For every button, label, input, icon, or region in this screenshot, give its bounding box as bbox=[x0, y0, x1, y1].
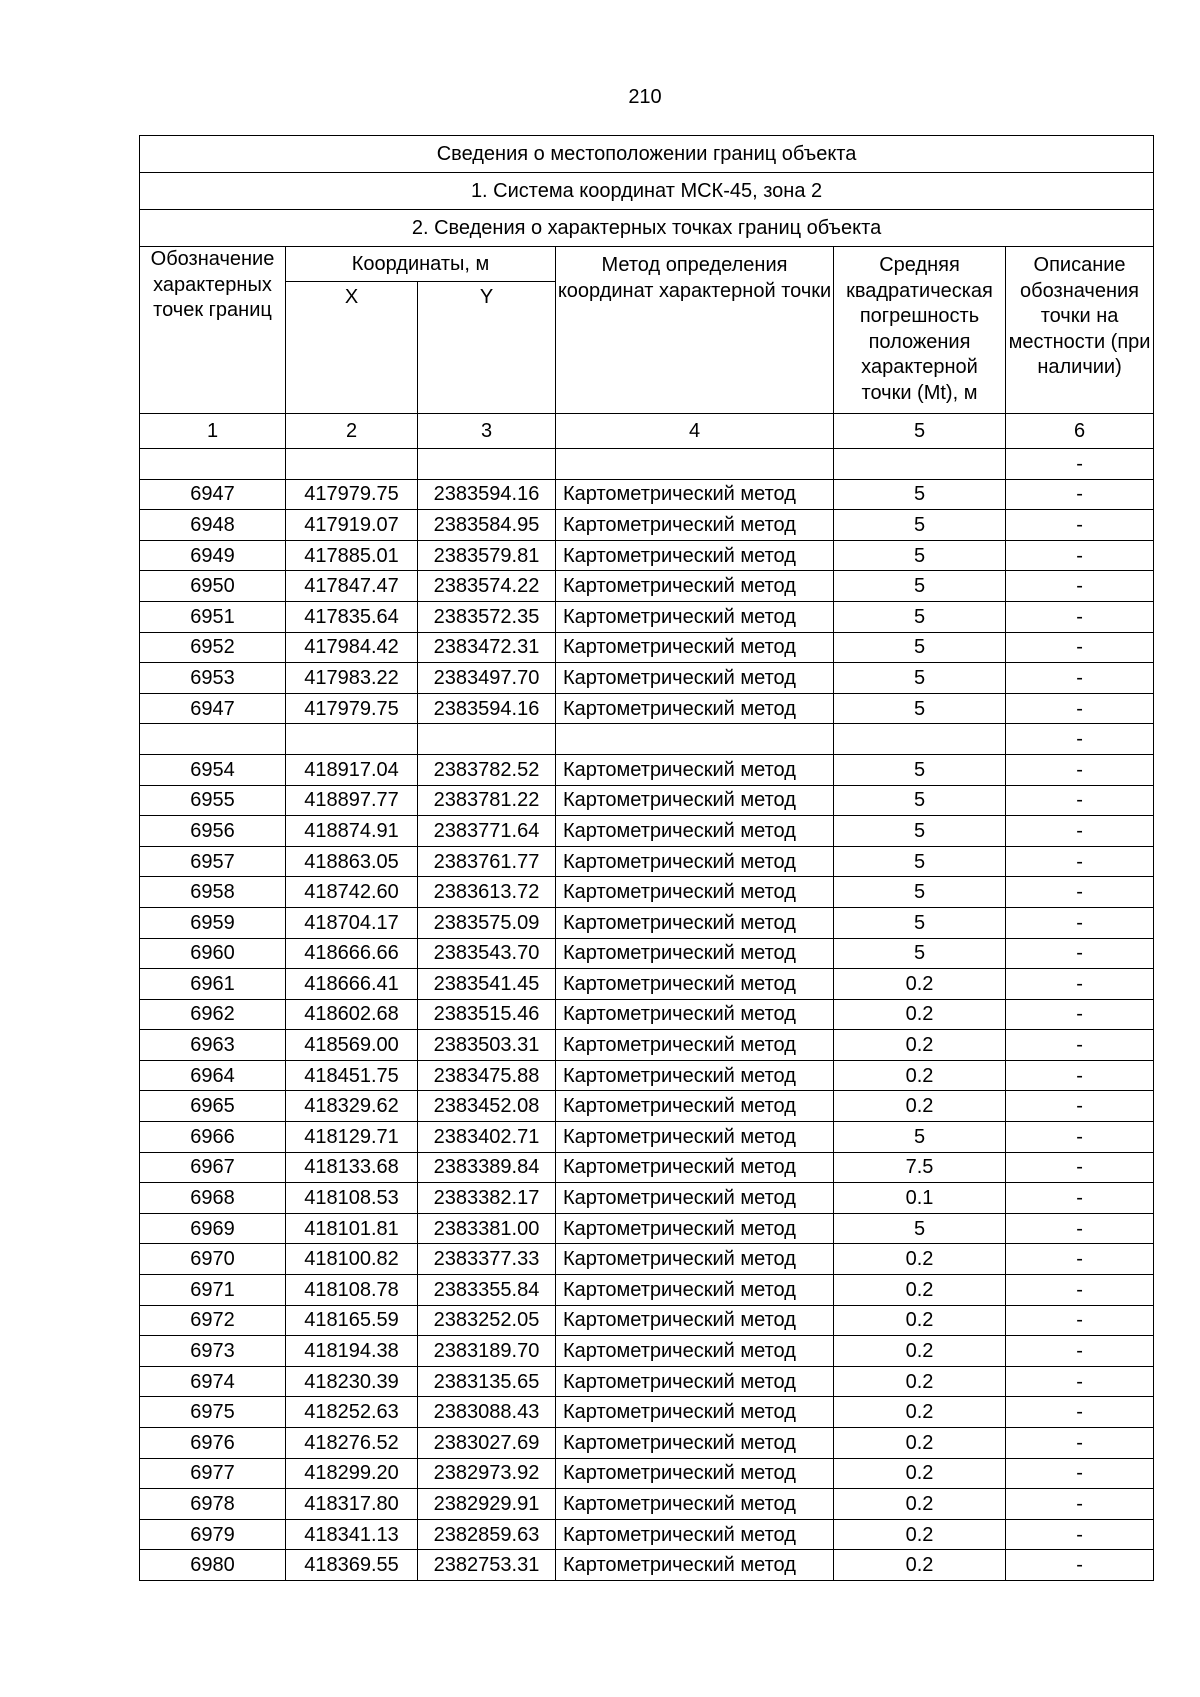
x-coordinate-cell: 417835.64 bbox=[286, 601, 418, 632]
y-coordinate-cell: 2383515.46 bbox=[418, 999, 556, 1030]
error-cell: 5 bbox=[834, 540, 1006, 571]
table-row bbox=[140, 724, 1154, 755]
error-cell: 5 bbox=[834, 846, 1006, 877]
table-title: Сведения о местоположении границ объекта bbox=[140, 136, 1154, 173]
description-cell: - bbox=[1006, 1397, 1154, 1428]
description-cell: - bbox=[1006, 693, 1154, 724]
error-cell: 5 bbox=[834, 663, 1006, 694]
error-cell: 0.2 bbox=[834, 969, 1006, 1000]
table-row bbox=[140, 1336, 1154, 1367]
header-method: Метод определения координат характерной точки bbox=[556, 247, 834, 414]
table-row bbox=[140, 601, 1154, 632]
x-coordinate-cell: 417983.22 bbox=[286, 663, 418, 694]
description-cell: - bbox=[1006, 1458, 1154, 1489]
error-cell: 0.2 bbox=[834, 1275, 1006, 1306]
table-row bbox=[140, 571, 1154, 602]
method-cell: Картометрический метод bbox=[556, 846, 834, 877]
points-section-row bbox=[140, 210, 1154, 247]
x-coordinate-cell: 417847.47 bbox=[286, 571, 418, 602]
method-cell: Картометрический метод bbox=[556, 1122, 834, 1153]
point-id-cell: 6958 bbox=[140, 877, 286, 908]
error-cell: 0.2 bbox=[834, 1550, 1006, 1581]
point-id-cell: 6972 bbox=[140, 1305, 286, 1336]
x-coordinate-cell: 418252.63 bbox=[286, 1397, 418, 1428]
header-y: Y bbox=[418, 282, 556, 414]
method-cell: Картометрический метод bbox=[556, 1366, 834, 1397]
table-title-row bbox=[140, 136, 1154, 173]
x-coordinate-cell: 418369.55 bbox=[286, 1550, 418, 1581]
error-cell: 0.2 bbox=[834, 1244, 1006, 1275]
table-row bbox=[140, 754, 1154, 785]
error-cell: 5 bbox=[834, 907, 1006, 938]
table-row bbox=[140, 1213, 1154, 1244]
error-cell: 0.2 bbox=[834, 1458, 1006, 1489]
column-number: 4 bbox=[556, 414, 834, 449]
x-coordinate-cell: 418133.68 bbox=[286, 1152, 418, 1183]
point-id-cell: 6949 bbox=[140, 540, 286, 571]
description-cell: - bbox=[1006, 754, 1154, 785]
table-row bbox=[140, 632, 1154, 663]
table-row bbox=[140, 1489, 1154, 1520]
method-cell: Картометрический метод bbox=[556, 907, 834, 938]
method-cell: Картометрический метод bbox=[556, 571, 834, 602]
point-id-cell bbox=[140, 449, 286, 480]
description-cell: - bbox=[1006, 1428, 1154, 1459]
description-cell: - bbox=[1006, 632, 1154, 663]
table-row bbox=[140, 1122, 1154, 1153]
table-row bbox=[140, 663, 1154, 694]
description-cell: - bbox=[1006, 724, 1154, 755]
method-cell: Картометрический метод bbox=[556, 1489, 834, 1520]
header-error: Средняя квадратическая погрешность положения характерной точки (Mt), м bbox=[834, 247, 1006, 414]
description-cell: - bbox=[1006, 510, 1154, 541]
x-coordinate-cell: 418341.13 bbox=[286, 1519, 418, 1550]
error-cell: 5 bbox=[834, 877, 1006, 908]
method-cell: Картометрический метод bbox=[556, 1305, 834, 1336]
point-id-cell: 6970 bbox=[140, 1244, 286, 1275]
column-number: 5 bbox=[834, 414, 1006, 449]
y-coordinate-cell: 2383389.84 bbox=[418, 1152, 556, 1183]
header-point: Обозначение характерных точек границ bbox=[140, 247, 286, 414]
point-id-cell: 6973 bbox=[140, 1336, 286, 1367]
table-row bbox=[140, 449, 1154, 480]
table-row bbox=[140, 938, 1154, 969]
description-cell: - bbox=[1006, 969, 1154, 1000]
y-coordinate-cell: 2383252.05 bbox=[418, 1305, 556, 1336]
table-row bbox=[140, 1458, 1154, 1489]
error-cell: 0.1 bbox=[834, 1183, 1006, 1214]
error-cell: 5 bbox=[834, 785, 1006, 816]
table-row bbox=[140, 1030, 1154, 1061]
y-coordinate-cell: 2383355.84 bbox=[418, 1275, 556, 1306]
error-cell: 0.2 bbox=[834, 1366, 1006, 1397]
description-cell: - bbox=[1006, 1305, 1154, 1336]
method-cell: Картометрический метод bbox=[556, 1183, 834, 1214]
column-number: 6 bbox=[1006, 414, 1154, 449]
y-coordinate-cell: 2383541.45 bbox=[418, 969, 556, 1000]
error-cell: 5 bbox=[834, 693, 1006, 724]
x-coordinate-cell: 418863.05 bbox=[286, 846, 418, 877]
method-cell: Картометрический метод bbox=[556, 601, 834, 632]
y-coordinate-cell: 2383613.72 bbox=[418, 877, 556, 908]
y-coordinate-cell bbox=[418, 724, 556, 755]
point-id-cell: 6966 bbox=[140, 1122, 286, 1153]
y-coordinate-cell: 2383402.71 bbox=[418, 1122, 556, 1153]
error-cell: 0.2 bbox=[834, 1428, 1006, 1459]
description-cell: - bbox=[1006, 1152, 1154, 1183]
header-description: Описание обозначения точки на местности (при наличии) bbox=[1006, 247, 1154, 414]
y-coordinate-cell: 2383503.31 bbox=[418, 1030, 556, 1061]
point-id-cell: 6980 bbox=[140, 1550, 286, 1581]
x-coordinate-cell: 417979.75 bbox=[286, 479, 418, 510]
table-row bbox=[140, 1091, 1154, 1122]
x-coordinate-cell: 418704.17 bbox=[286, 907, 418, 938]
y-coordinate-cell: 2383782.52 bbox=[418, 754, 556, 785]
y-coordinate-cell: 2383543.70 bbox=[418, 938, 556, 969]
y-coordinate-cell: 2383189.70 bbox=[418, 1336, 556, 1367]
header-x: X bbox=[286, 282, 418, 414]
error-cell: 5 bbox=[834, 816, 1006, 847]
x-coordinate-cell bbox=[286, 449, 418, 480]
description-cell: - bbox=[1006, 816, 1154, 847]
point-id-cell: 6957 bbox=[140, 846, 286, 877]
error-cell: 5 bbox=[834, 754, 1006, 785]
error-cell: 0.2 bbox=[834, 1336, 1006, 1367]
point-id-cell bbox=[140, 724, 286, 755]
coordinate-system-row bbox=[140, 173, 1154, 210]
point-id-cell: 6965 bbox=[140, 1091, 286, 1122]
point-id-cell: 6971 bbox=[140, 1275, 286, 1306]
point-id-cell: 6964 bbox=[140, 1060, 286, 1091]
table-row bbox=[140, 999, 1154, 1030]
x-coordinate-cell: 418742.60 bbox=[286, 877, 418, 908]
method-cell: Картометрический метод bbox=[556, 1458, 834, 1489]
x-coordinate-cell: 417984.42 bbox=[286, 632, 418, 663]
error-cell bbox=[834, 449, 1006, 480]
x-coordinate-cell: 418666.41 bbox=[286, 969, 418, 1000]
y-coordinate-cell: 2383382.17 bbox=[418, 1183, 556, 1214]
description-cell: - bbox=[1006, 571, 1154, 602]
error-cell: 0.2 bbox=[834, 1030, 1006, 1061]
coordinate-system-title: 1. Система координат МСК-45, зона 2 bbox=[140, 173, 1154, 210]
description-cell: - bbox=[1006, 663, 1154, 694]
y-coordinate-cell: 2383027.69 bbox=[418, 1428, 556, 1459]
error-cell: 5 bbox=[834, 1213, 1006, 1244]
error-cell bbox=[834, 724, 1006, 755]
table-row bbox=[140, 510, 1154, 541]
description-cell: - bbox=[1006, 999, 1154, 1030]
x-coordinate-cell: 418230.39 bbox=[286, 1366, 418, 1397]
table-row bbox=[140, 1519, 1154, 1550]
description-cell: - bbox=[1006, 1489, 1154, 1520]
y-coordinate-cell: 2383584.95 bbox=[418, 510, 556, 541]
point-id-cell: 6978 bbox=[140, 1489, 286, 1520]
table-row bbox=[140, 816, 1154, 847]
method-cell: Картометрический метод bbox=[556, 1550, 834, 1581]
table-row bbox=[140, 907, 1154, 938]
y-coordinate-cell: 2383594.16 bbox=[418, 693, 556, 724]
point-id-cell: 6974 bbox=[140, 1366, 286, 1397]
x-coordinate-cell: 418194.38 bbox=[286, 1336, 418, 1367]
point-id-cell: 6960 bbox=[140, 938, 286, 969]
x-coordinate-cell: 418299.20 bbox=[286, 1458, 418, 1489]
table-row bbox=[140, 1366, 1154, 1397]
description-cell: - bbox=[1006, 1336, 1154, 1367]
error-cell: 5 bbox=[834, 571, 1006, 602]
y-coordinate-cell: 2383452.08 bbox=[418, 1091, 556, 1122]
description-cell: - bbox=[1006, 1183, 1154, 1214]
point-id-cell: 6947 bbox=[140, 479, 286, 510]
point-id-cell: 6955 bbox=[140, 785, 286, 816]
y-coordinate-cell: 2383594.16 bbox=[418, 479, 556, 510]
point-id-cell: 6976 bbox=[140, 1428, 286, 1459]
x-coordinate-cell: 418129.71 bbox=[286, 1122, 418, 1153]
point-id-cell: 6975 bbox=[140, 1397, 286, 1428]
column-number: 3 bbox=[418, 414, 556, 449]
method-cell: Картометрический метод bbox=[556, 1060, 834, 1091]
method-cell: Картометрический метод bbox=[556, 1244, 834, 1275]
error-cell: 0.2 bbox=[834, 999, 1006, 1030]
method-cell: Картометрический метод bbox=[556, 663, 834, 694]
y-coordinate-cell: 2383135.65 bbox=[418, 1366, 556, 1397]
point-id-cell: 6953 bbox=[140, 663, 286, 694]
point-id-cell: 6961 bbox=[140, 969, 286, 1000]
method-cell: Картометрический метод bbox=[556, 999, 834, 1030]
y-coordinate-cell: 2383575.09 bbox=[418, 907, 556, 938]
error-cell: 5 bbox=[834, 1122, 1006, 1153]
table-row bbox=[140, 1305, 1154, 1336]
x-coordinate-cell: 418108.78 bbox=[286, 1275, 418, 1306]
x-coordinate-cell: 418602.68 bbox=[286, 999, 418, 1030]
point-id-cell: 6947 bbox=[140, 693, 286, 724]
method-cell bbox=[556, 724, 834, 755]
y-coordinate-cell: 2383781.22 bbox=[418, 785, 556, 816]
x-coordinate-cell: 418108.53 bbox=[286, 1183, 418, 1214]
description-cell: - bbox=[1006, 785, 1154, 816]
y-coordinate-cell: 2383497.70 bbox=[418, 663, 556, 694]
error-cell: 5 bbox=[834, 938, 1006, 969]
method-cell: Картометрический метод bbox=[556, 938, 834, 969]
table-row bbox=[140, 693, 1154, 724]
boundary-points-table bbox=[139, 135, 1154, 1581]
description-cell: - bbox=[1006, 1213, 1154, 1244]
description-cell: - bbox=[1006, 1060, 1154, 1091]
description-cell: - bbox=[1006, 1091, 1154, 1122]
y-coordinate-cell: 2382753.31 bbox=[418, 1550, 556, 1581]
point-id-cell: 6979 bbox=[140, 1519, 286, 1550]
point-id-cell: 6977 bbox=[140, 1458, 286, 1489]
method-cell: Картометрический метод bbox=[556, 785, 834, 816]
x-coordinate-cell: 418100.82 bbox=[286, 1244, 418, 1275]
table-row bbox=[140, 1152, 1154, 1183]
table-row bbox=[140, 1550, 1154, 1581]
description-cell: - bbox=[1006, 1366, 1154, 1397]
method-cell bbox=[556, 449, 834, 480]
x-coordinate-cell: 417885.01 bbox=[286, 540, 418, 571]
error-cell: 0.2 bbox=[834, 1305, 1006, 1336]
method-cell: Картометрический метод bbox=[556, 1213, 834, 1244]
error-cell: 7.5 bbox=[834, 1152, 1006, 1183]
table-row bbox=[140, 1244, 1154, 1275]
y-coordinate-cell: 2383475.88 bbox=[418, 1060, 556, 1091]
description-cell: - bbox=[1006, 1519, 1154, 1550]
x-coordinate-cell: 418451.75 bbox=[286, 1060, 418, 1091]
table-row bbox=[140, 1183, 1154, 1214]
description-cell: - bbox=[1006, 1275, 1154, 1306]
method-cell: Картометрический метод bbox=[556, 1397, 834, 1428]
point-id-cell: 6952 bbox=[140, 632, 286, 663]
method-cell: Картометрический метод bbox=[556, 479, 834, 510]
error-cell: 0.2 bbox=[834, 1060, 1006, 1091]
method-cell: Картометрический метод bbox=[556, 1091, 834, 1122]
point-id-cell: 6948 bbox=[140, 510, 286, 541]
y-coordinate-cell: 2383572.35 bbox=[418, 601, 556, 632]
description-cell: - bbox=[1006, 540, 1154, 571]
y-coordinate-cell: 2383771.64 bbox=[418, 816, 556, 847]
page-number: 210 bbox=[628, 86, 662, 108]
x-coordinate-cell: 418874.91 bbox=[286, 816, 418, 847]
x-coordinate-cell: 418276.52 bbox=[286, 1428, 418, 1459]
table-row bbox=[140, 1397, 1154, 1428]
x-coordinate-cell: 417919.07 bbox=[286, 510, 418, 541]
method-cell: Картометрический метод bbox=[556, 510, 834, 541]
table-row bbox=[140, 785, 1154, 816]
point-id-cell: 6954 bbox=[140, 754, 286, 785]
point-id-cell: 6962 bbox=[140, 999, 286, 1030]
method-cell: Картометрический метод bbox=[556, 632, 834, 663]
table-row bbox=[140, 877, 1154, 908]
error-cell: 5 bbox=[834, 510, 1006, 541]
point-id-cell: 6969 bbox=[140, 1213, 286, 1244]
x-coordinate-cell: 418101.81 bbox=[286, 1213, 418, 1244]
error-cell: 0.2 bbox=[834, 1091, 1006, 1122]
header-coordinates: Координаты, м bbox=[286, 247, 556, 282]
description-cell: - bbox=[1006, 1550, 1154, 1581]
column-number-row bbox=[140, 414, 1154, 449]
description-cell: - bbox=[1006, 877, 1154, 908]
y-coordinate-cell: 2383579.81 bbox=[418, 540, 556, 571]
point-id-cell: 6967 bbox=[140, 1152, 286, 1183]
x-coordinate-cell: 418917.04 bbox=[286, 754, 418, 785]
table-row bbox=[140, 969, 1154, 1000]
description-cell: - bbox=[1006, 938, 1154, 969]
y-coordinate-cell: 2383574.22 bbox=[418, 571, 556, 602]
method-cell: Картометрический метод bbox=[556, 816, 834, 847]
description-cell: - bbox=[1006, 479, 1154, 510]
description-cell: - bbox=[1006, 907, 1154, 938]
error-cell: 0.2 bbox=[834, 1489, 1006, 1520]
table-row bbox=[140, 479, 1154, 510]
method-cell: Картометрический метод bbox=[556, 1152, 834, 1183]
table-row bbox=[140, 1275, 1154, 1306]
error-cell: 5 bbox=[834, 479, 1006, 510]
header-row-top bbox=[140, 247, 1154, 282]
description-cell: - bbox=[1006, 1244, 1154, 1275]
y-coordinate-cell: 2383088.43 bbox=[418, 1397, 556, 1428]
y-coordinate-cell: 2382929.91 bbox=[418, 1489, 556, 1520]
description-cell: - bbox=[1006, 846, 1154, 877]
description-cell: - bbox=[1006, 1122, 1154, 1153]
method-cell: Картометрический метод bbox=[556, 969, 834, 1000]
point-id-cell: 6963 bbox=[140, 1030, 286, 1061]
error-cell: 5 bbox=[834, 632, 1006, 663]
method-cell: Картометрический метод bbox=[556, 693, 834, 724]
point-id-cell: 6951 bbox=[140, 601, 286, 632]
error-cell: 0.2 bbox=[834, 1397, 1006, 1428]
point-id-cell: 6950 bbox=[140, 571, 286, 602]
y-coordinate-cell: 2382859.63 bbox=[418, 1519, 556, 1550]
table-row bbox=[140, 540, 1154, 571]
y-coordinate-cell: 2383472.31 bbox=[418, 632, 556, 663]
column-number: 1 bbox=[140, 414, 286, 449]
y-coordinate-cell bbox=[418, 449, 556, 480]
point-id-cell: 6956 bbox=[140, 816, 286, 847]
table-row bbox=[140, 846, 1154, 877]
method-cell: Картометрический метод bbox=[556, 1336, 834, 1367]
method-cell: Картометрический метод bbox=[556, 1519, 834, 1550]
description-cell: - bbox=[1006, 449, 1154, 480]
error-cell: 0.2 bbox=[834, 1519, 1006, 1550]
table-row bbox=[140, 1428, 1154, 1459]
method-cell: Картометрический метод bbox=[556, 1428, 834, 1459]
description-cell: - bbox=[1006, 601, 1154, 632]
x-coordinate-cell: 418569.00 bbox=[286, 1030, 418, 1061]
x-coordinate-cell bbox=[286, 724, 418, 755]
y-coordinate-cell: 2382973.92 bbox=[418, 1458, 556, 1489]
y-coordinate-cell: 2383377.33 bbox=[418, 1244, 556, 1275]
y-coordinate-cell: 2383381.00 bbox=[418, 1213, 556, 1244]
x-coordinate-cell: 418897.77 bbox=[286, 785, 418, 816]
method-cell: Картометрический метод bbox=[556, 754, 834, 785]
x-coordinate-cell: 417979.75 bbox=[286, 693, 418, 724]
description-cell: - bbox=[1006, 1030, 1154, 1061]
column-number: 2 bbox=[286, 414, 418, 449]
x-coordinate-cell: 418317.80 bbox=[286, 1489, 418, 1520]
method-cell: Картометрический метод bbox=[556, 540, 834, 571]
point-id-cell: 6959 bbox=[140, 907, 286, 938]
y-coordinate-cell: 2383761.77 bbox=[418, 846, 556, 877]
x-coordinate-cell: 418666.66 bbox=[286, 938, 418, 969]
table-row bbox=[140, 1060, 1154, 1091]
method-cell: Картометрический метод bbox=[556, 877, 834, 908]
method-cell: Картометрический метод bbox=[556, 1275, 834, 1306]
method-cell: Картометрический метод bbox=[556, 1030, 834, 1061]
x-coordinate-cell: 418329.62 bbox=[286, 1091, 418, 1122]
points-section-title: 2. Сведения о характерных точках границ объекта bbox=[140, 210, 1154, 247]
error-cell: 5 bbox=[834, 601, 1006, 632]
point-id-cell: 6968 bbox=[140, 1183, 286, 1214]
x-coordinate-cell: 418165.59 bbox=[286, 1305, 418, 1336]
